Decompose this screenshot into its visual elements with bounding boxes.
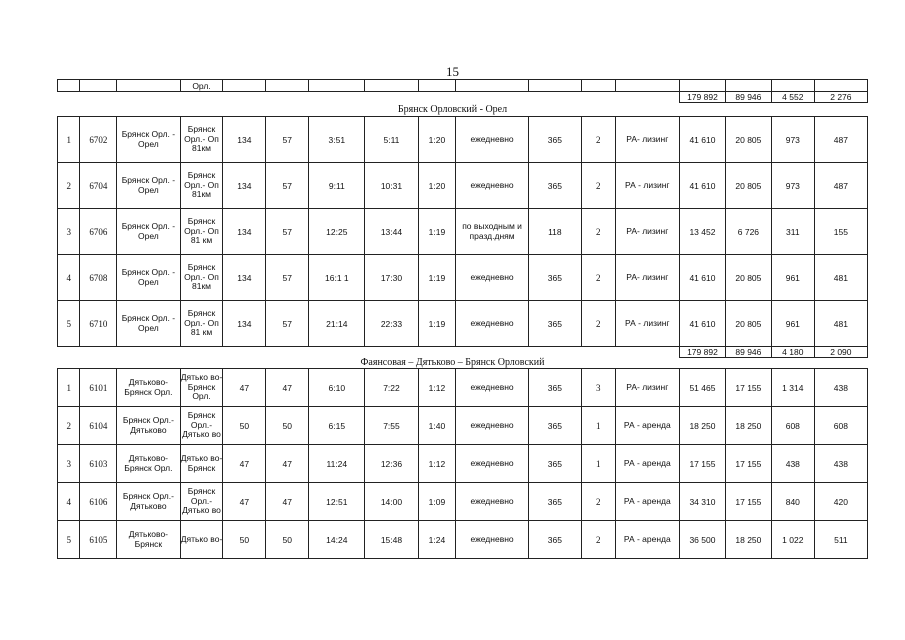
value-cell: 41 610	[679, 255, 725, 301]
distance-cell: 47	[266, 369, 309, 407]
operating-days: ежедневно	[456, 369, 529, 407]
blank-cell	[615, 347, 679, 358]
cars-count: 2	[581, 209, 615, 255]
stop-name: Брянск Орл.- Оп 81км	[180, 163, 223, 209]
distance-cell: 134	[223, 255, 266, 301]
arrival-time: 17:30	[365, 255, 418, 301]
distance-cell: 47	[223, 483, 266, 521]
value-cell: 961	[771, 255, 814, 301]
value-cell: 18 250	[725, 407, 771, 445]
row-number: 2	[58, 407, 80, 445]
stop-name: Брянск Орл.- Дятько во	[180, 483, 223, 521]
arrival-time: 10:31	[365, 163, 418, 209]
value-cell: 51 465	[679, 369, 725, 407]
train-number: 6104	[80, 407, 117, 445]
route-name: Брянск Орл. - Орел	[117, 255, 180, 301]
section-title: Фаянсовая – Дятьково – Брянск Орловский	[360, 357, 545, 368]
blank-cell	[581, 347, 615, 358]
rolling-stock-type: РА - лизинг	[615, 301, 679, 347]
schedule-table-2	[57, 368, 868, 559]
duration: 1:19	[418, 255, 456, 301]
totals-row	[58, 92, 868, 103]
cars-count: 2	[581, 255, 615, 301]
duration: 1:40	[418, 407, 456, 445]
cars-count: 2	[581, 117, 615, 163]
distance-cell: 57	[266, 209, 309, 255]
table-row	[58, 117, 868, 163]
value-cell: 511	[814, 521, 867, 559]
total-cell: 2 276	[814, 92, 867, 103]
route-name: Дятьково- Брянск Орл.	[117, 445, 180, 483]
table-row	[58, 445, 868, 483]
days-count: 118	[528, 209, 581, 255]
cars-count: 3	[581, 369, 615, 407]
distance-cell: 47	[223, 445, 266, 483]
row-number: 4	[58, 483, 80, 521]
total-cell: 179 892	[679, 347, 725, 358]
rolling-stock-type: РА - лизинг	[615, 163, 679, 209]
train-number: 6103	[80, 445, 117, 483]
distance-cell: 47	[266, 483, 309, 521]
table-row	[58, 369, 868, 407]
rolling-stock-type: РА - аренда	[615, 445, 679, 483]
blank-cell	[117, 347, 180, 358]
departure-time: 14:24	[309, 521, 365, 559]
table-row	[58, 209, 868, 255]
route-name: Брянск Орл.- Дятьково	[117, 407, 180, 445]
value-cell: 17 155	[679, 445, 725, 483]
operating-days: ежедневно	[456, 301, 529, 347]
value-cell: 17 155	[725, 483, 771, 521]
route-name: Брянск Орл. - Орел	[117, 163, 180, 209]
value-cell: 438	[814, 369, 867, 407]
value-cell: 6 726	[725, 209, 771, 255]
departure-time: 21:14	[309, 301, 365, 347]
duration: 1:20	[418, 163, 456, 209]
operating-days: ежедневно	[456, 163, 529, 209]
value-cell: 20 805	[725, 117, 771, 163]
value-cell: 438	[771, 445, 814, 483]
stop-name: Дятько во- Брянск	[180, 445, 223, 483]
distance-cell: 50	[266, 521, 309, 559]
arrival-time: 5:11	[365, 117, 418, 163]
arrival-time: 14:00	[365, 483, 418, 521]
arrival-time: 7:55	[365, 407, 418, 445]
train-number: 6708	[80, 255, 117, 301]
cars-count: 2	[581, 301, 615, 347]
value-cell: 481	[814, 255, 867, 301]
distance-cell: 57	[266, 163, 309, 209]
distance-cell: 47	[223, 369, 266, 407]
days-count: 365	[528, 255, 581, 301]
station-cell: Орл.	[180, 80, 223, 92]
distance-cell: 57	[266, 117, 309, 163]
route-name: Дятьково- Брянск	[117, 521, 180, 559]
operating-days: ежедневно	[456, 255, 529, 301]
rolling-stock-type: РА - аренда	[615, 407, 679, 445]
cars-count: 2	[581, 483, 615, 521]
stop-name: Брянск Орл.- Оп 81км	[180, 255, 223, 301]
distance-cell: 50	[266, 407, 309, 445]
operating-days: по выходным и празд.дням	[456, 209, 529, 255]
total-cell: 2 090	[814, 347, 867, 358]
route-name: Брянск Орл. - Орел	[117, 301, 180, 347]
departure-time: 12:25	[309, 209, 365, 255]
blank-cell	[223, 347, 266, 358]
cars-count: 1	[581, 407, 615, 445]
row-number: 5	[58, 521, 80, 559]
departure-time: 16:1 1	[309, 255, 365, 301]
rolling-stock-type: РА- лизинг	[615, 255, 679, 301]
stop-name: Дятько во-	[180, 521, 223, 559]
days-count: 365	[528, 117, 581, 163]
row-number: 1	[58, 117, 80, 163]
stop-name: Брянск Орл.- Оп 81 км	[180, 209, 223, 255]
train-number: 6101	[80, 369, 117, 407]
value-cell: 840	[771, 483, 814, 521]
row-number: 3	[58, 209, 80, 255]
stop-name: Брянск Орл.- Оп 81 км	[180, 301, 223, 347]
value-cell: 608	[771, 407, 814, 445]
distance-cell: 47	[266, 445, 309, 483]
arrival-time: 7:22	[365, 369, 418, 407]
route-name: Дятьково- Брянск Орл.	[117, 369, 180, 407]
row-number: 1	[58, 369, 80, 407]
value-cell: 1 314	[771, 369, 814, 407]
blank-cell	[456, 347, 529, 358]
departure-time: 6:15	[309, 407, 365, 445]
cars-count: 1	[581, 445, 615, 483]
arrival-time: 12:36	[365, 445, 418, 483]
arrival-time: 15:48	[365, 521, 418, 559]
days-count: 365	[528, 483, 581, 521]
fragment-row	[58, 80, 868, 92]
route-name: Брянск Орл. - Орел	[117, 117, 180, 163]
train-number: 6706	[80, 209, 117, 255]
value-cell: 41 610	[679, 117, 725, 163]
top-fragment-table	[57, 79, 868, 103]
duration: 1:20	[418, 117, 456, 163]
duration: 1:12	[418, 445, 456, 483]
value-cell: 36 500	[679, 521, 725, 559]
cars-count: 2	[581, 521, 615, 559]
value-cell: 18 250	[679, 407, 725, 445]
days-count: 365	[528, 521, 581, 559]
value-cell: 18 250	[725, 521, 771, 559]
blank-cell	[180, 347, 223, 358]
duration: 1:09	[418, 483, 456, 521]
rolling-stock-type: РА- лизинг	[615, 209, 679, 255]
operating-days: ежедневно	[456, 483, 529, 521]
departure-time: 9:11	[309, 163, 365, 209]
blank-cell	[365, 347, 418, 358]
operating-days: ежедневно	[456, 117, 529, 163]
value-cell: 17 155	[725, 445, 771, 483]
operating-days: ежедневно	[456, 407, 529, 445]
departure-time: 6:10	[309, 369, 365, 407]
value-cell: 973	[771, 163, 814, 209]
row-number: 5	[58, 301, 80, 347]
value-cell: 487	[814, 163, 867, 209]
route-name: Брянск Орл.- Дятьково	[117, 483, 180, 521]
distance-cell: 57	[266, 301, 309, 347]
days-count: 365	[528, 163, 581, 209]
schedule-table-1	[57, 116, 868, 358]
value-cell: 34 310	[679, 483, 725, 521]
distance-cell: 50	[223, 407, 266, 445]
days-count: 365	[528, 369, 581, 407]
total-cell: 4 180	[771, 347, 814, 358]
days-count: 365	[528, 445, 581, 483]
value-cell: 155	[814, 209, 867, 255]
blank-cell	[266, 347, 309, 358]
value-cell: 973	[771, 117, 814, 163]
days-count: 365	[528, 407, 581, 445]
total-cell: 179 892	[679, 92, 725, 103]
distance-cell: 134	[223, 301, 266, 347]
duration: 1:24	[418, 521, 456, 559]
distance-cell: 134	[223, 209, 266, 255]
arrival-time: 22:33	[365, 301, 418, 347]
blank-cell	[528, 347, 581, 358]
distance-cell: 134	[223, 117, 266, 163]
duration: 1:12	[418, 369, 456, 407]
value-cell: 13 452	[679, 209, 725, 255]
train-number: 6710	[80, 301, 117, 347]
arrival-time: 13:44	[365, 209, 418, 255]
value-cell: 961	[771, 301, 814, 347]
rolling-stock-type: РА - аренда	[615, 521, 679, 559]
distance-cell: 134	[223, 163, 266, 209]
days-count: 365	[528, 301, 581, 347]
value-cell: 438	[814, 445, 867, 483]
departure-time: 3:51	[309, 117, 365, 163]
value-cell: 41 610	[679, 301, 725, 347]
operating-days: ежедневно	[456, 445, 529, 483]
rolling-stock-type: РА - аренда	[615, 483, 679, 521]
stop-name: Дятько во- Брянск Орл.	[180, 369, 223, 407]
train-number: 6106	[80, 483, 117, 521]
value-cell: 487	[814, 117, 867, 163]
blank-cell	[58, 347, 80, 358]
duration: 1:19	[418, 301, 456, 347]
table-row	[58, 163, 868, 209]
route-name: Брянск Орл. - Орел	[117, 209, 180, 255]
duration: 1:19	[418, 209, 456, 255]
section-title: Брянск Орловский - Орел	[397, 104, 508, 115]
stop-name: Брянск Орл.- Дятько во	[180, 407, 223, 445]
table-row	[58, 255, 868, 301]
train-number: 6105	[80, 521, 117, 559]
departure-time: 11:24	[309, 445, 365, 483]
rolling-stock-type: РА- лизинг	[615, 117, 679, 163]
value-cell: 420	[814, 483, 867, 521]
page-number: 15	[446, 64, 459, 79]
value-cell: 41 610	[679, 163, 725, 209]
total-cell: 4 552	[771, 92, 814, 103]
departure-time: 12:51	[309, 483, 365, 521]
operating-days: ежедневно	[456, 521, 529, 559]
total-cell: 89 946	[725, 347, 771, 358]
row-number: 4	[58, 255, 80, 301]
stop-name: Брянск Орл.- Оп 81км	[180, 117, 223, 163]
cars-count: 2	[581, 163, 615, 209]
value-cell: 481	[814, 301, 867, 347]
table-row	[58, 407, 868, 445]
value-cell: 20 805	[725, 255, 771, 301]
blank-cell	[80, 347, 117, 358]
total-cell: 89 946	[725, 92, 771, 103]
row-number: 3	[58, 445, 80, 483]
blank-cell	[309, 347, 365, 358]
value-cell: 20 805	[725, 301, 771, 347]
blank-cell	[418, 347, 456, 358]
totals-row	[58, 347, 868, 358]
value-cell: 1 022	[771, 521, 814, 559]
value-cell: 17 155	[725, 369, 771, 407]
value-cell: 311	[771, 209, 814, 255]
rolling-stock-type: РА- лизинг	[615, 369, 679, 407]
distance-cell: 57	[266, 255, 309, 301]
value-cell: 20 805	[725, 163, 771, 209]
train-number: 6704	[80, 163, 117, 209]
table-row	[58, 521, 868, 559]
train-number: 6702	[80, 117, 117, 163]
table-row	[58, 301, 868, 347]
distance-cell: 50	[223, 521, 266, 559]
table-row	[58, 483, 868, 521]
row-number: 2	[58, 163, 80, 209]
value-cell: 608	[814, 407, 867, 445]
